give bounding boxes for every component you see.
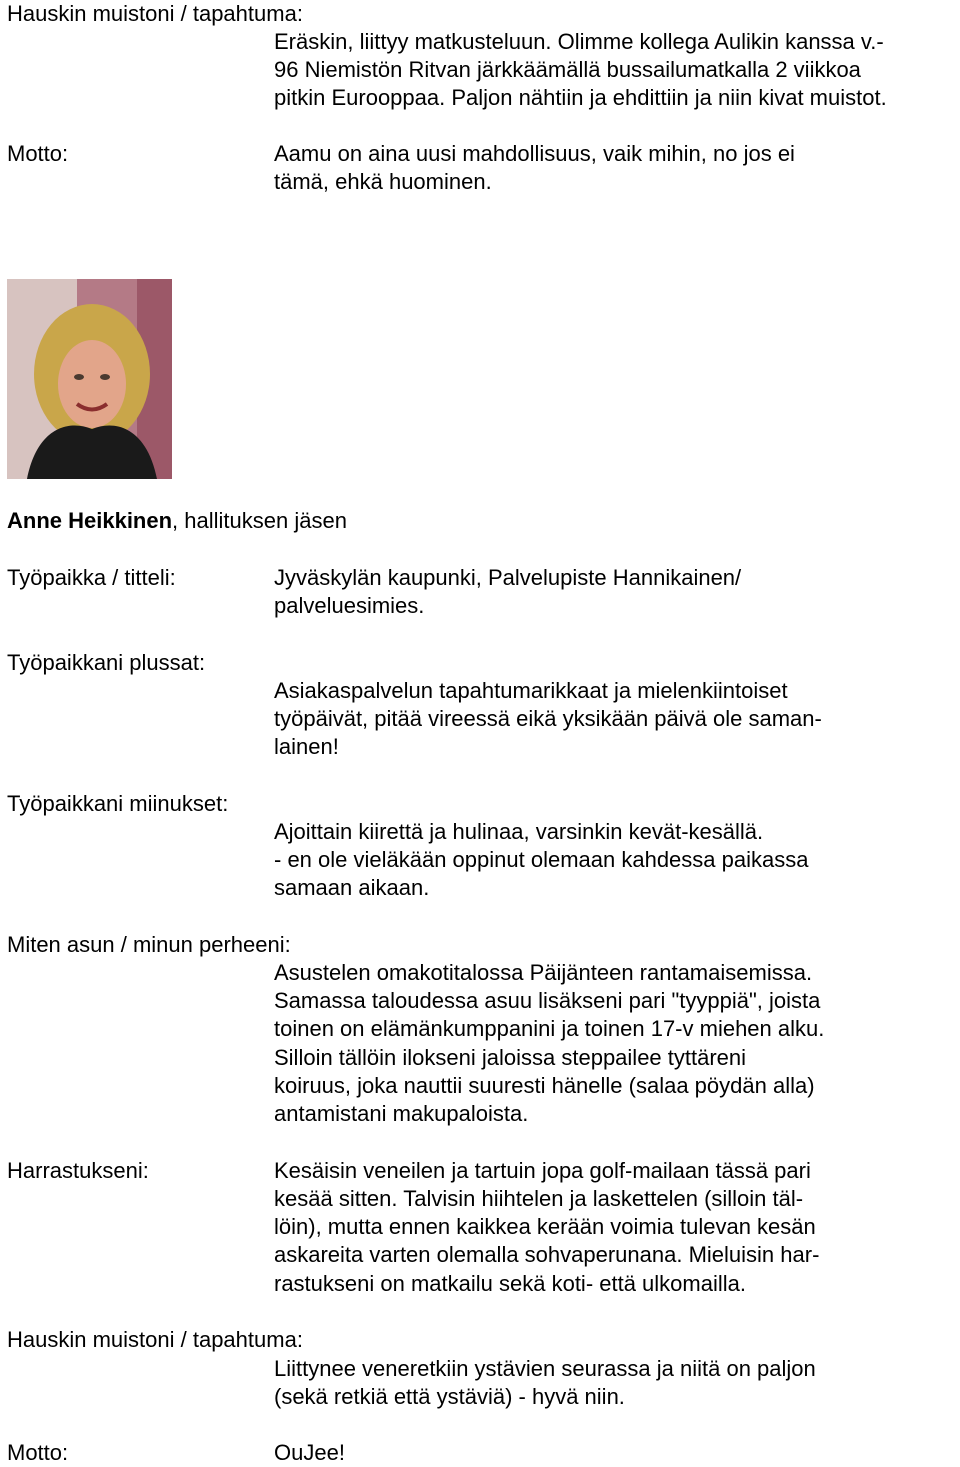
memory-line: 96 Niemistön Ritvan järkkäämällä bussailumatkalla 2 viikkoa <box>274 57 861 82</box>
person-name: Anne Heikkinen <box>7 508 173 533</box>
minuses-label: Työpaikkani miinukset: <box>7 791 229 816</box>
pluses-line: työpäivät, pitää vireessä eikä yksikään päivä ole saman- <box>274 706 822 731</box>
portrait-icon <box>7 279 172 479</box>
minuses-line: Ajoittain kiirettä ja hulinaa, varsinkin kevät-kesällä. <box>274 819 764 844</box>
workplace-line: Jyväskylän kaupunki, Palvelupiste Hannikainen/ <box>274 565 742 590</box>
pluses-line: Asiakaspalvelun tapahtumarikkaat ja mielenkiintoiset <box>274 678 788 703</box>
motto-line: tämä, ehkä huominen. <box>274 169 492 194</box>
family-line: toinen on elämänkumppanini ja toinen 17-v miehen alku. <box>274 1016 825 1041</box>
memory-line: Eräskin, liittyy matkusteluun. Olimme kollega Aulikin kanssa v.- <box>274 29 884 54</box>
pluses-label: Työpaikkani plussat: <box>7 650 206 675</box>
memory-label: Hauskin muistoni / tapahtuma: <box>7 1 303 26</box>
hobbies-line: rastukseni on matkailu sekä koti- että ulkomailla. <box>274 1271 746 1296</box>
minuses-line: - en ole vieläkään oppinut olemaan kahdessa paikassa <box>274 847 809 872</box>
hobbies-label: Harrastukseni: <box>7 1158 149 1183</box>
person-role: , hallituksen jäsen <box>172 508 347 533</box>
family-line: koiruus, joka nauttii suuresti hänelle (salaa pöydän alla) <box>274 1073 815 1098</box>
motto-text: OuJee! <box>274 1440 345 1465</box>
motto-label: Motto: <box>7 1440 69 1465</box>
hobbies-line: askareita varten olemalla sohvaperunana. Mieluisin har- <box>274 1242 820 1267</box>
motto-label: Motto: <box>7 141 69 166</box>
profile-heading <box>7 507 347 535</box>
hobbies-line: Kesäisin veneilen ja tartuin jopa golf-mailaan tässä pari <box>274 1158 811 1183</box>
pluses-line: lainen! <box>274 734 339 759</box>
portrait-photo <box>7 279 172 479</box>
memory-line: (sekä retkiä että ystäviä) - hyvä niin. <box>274 1384 625 1409</box>
memory-line: pitkin Eurooppaa. Paljon nähtiin ja ehdittiin ja niin kivat muistot. <box>274 85 887 110</box>
hobbies-line: löin), mutta ennen kaikkea kerään voimia tulevan kesän <box>274 1214 816 1239</box>
family-line: antamistani makupaloista. <box>274 1101 529 1126</box>
family-line: Asustelen omakotitalossa Päijänteen rantamaisemissa. <box>274 960 813 985</box>
family-line: Samassa taloudessa asuu lisäkseni pari "tyyppiä", joista <box>274 988 821 1013</box>
minuses-line: samaan aikaan. <box>274 875 430 900</box>
workplace-line: palveluesimies. <box>274 593 425 618</box>
hobbies-line: kesää sitten. Talvisin hiihtelen ja laskettelen (silloin täl- <box>274 1186 804 1211</box>
motto-line: Aamu on aina uusi mahdollisuus, vaik mihin, no jos ei <box>274 141 795 166</box>
memory-line: Liittynee veneretkiin ystävien seurassa ja niitä on paljon <box>274 1356 816 1381</box>
family-label: Miten asun / minun perheeni: <box>7 932 291 957</box>
family-line: Silloin tällöin ilokseni jaloissa steppailee tyttäreni <box>274 1045 747 1070</box>
memory-label: Hauskin muistoni / tapahtuma: <box>7 1327 303 1352</box>
workplace-label: Työpaikka / titteli: <box>7 565 176 590</box>
